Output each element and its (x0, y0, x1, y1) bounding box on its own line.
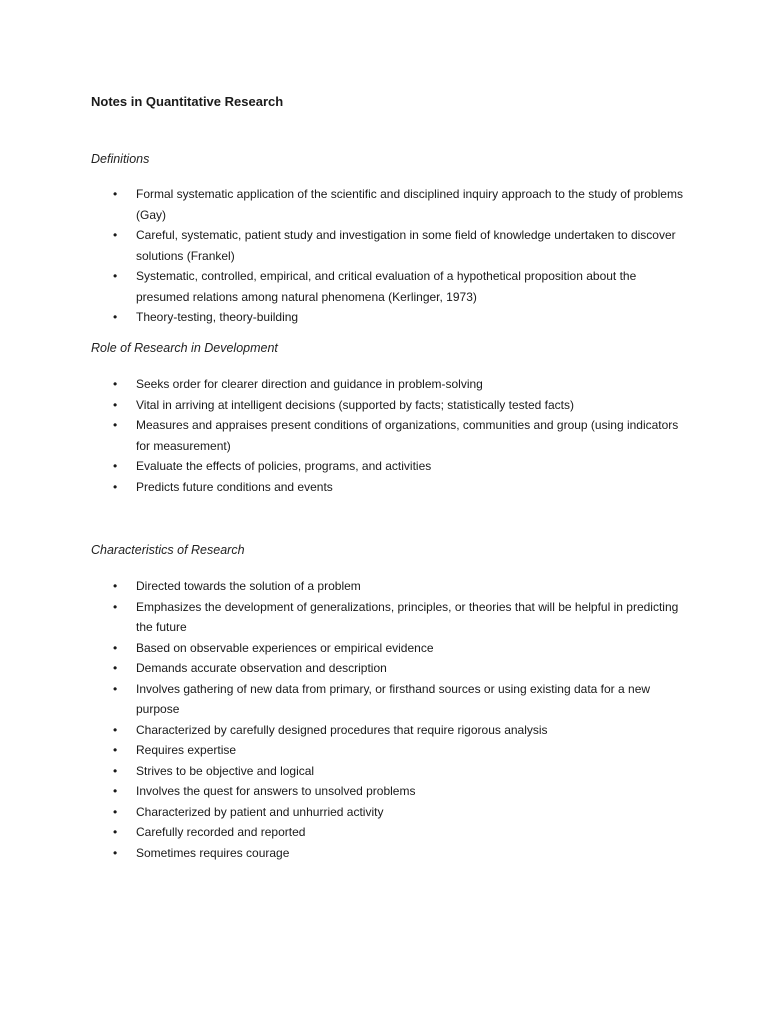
bullet-icon: • (113, 825, 118, 839)
list-item-text: Formal systematic application of the scientific and disciplined inquiry approach to the study of problems (Gay) (136, 187, 683, 222)
bullet-list-characteristics (113, 576, 683, 863)
list-item (113, 638, 683, 659)
list-item (113, 802, 683, 823)
bullet-icon: • (113, 479, 118, 494)
list-item-text: Directed towards the solution of a problem (136, 579, 361, 593)
list-item (113, 597, 683, 638)
list-item-text: Measures and appraises present conditions of organizations, communities and group (using indicators for measurement) (136, 418, 679, 453)
list-item-text: Demands accurate observation and description (136, 661, 387, 675)
bullet-icon: • (113, 459, 118, 473)
list-item (113, 679, 683, 720)
list-item-text: Involves gathering of new data from primary, or firsthand sources or using existing data for a new purpose (136, 681, 651, 716)
list-item-text: Carefully recorded and reported (136, 825, 306, 839)
list-item (113, 225, 683, 266)
list-item (113, 477, 683, 498)
bullet-icon: • (113, 377, 118, 391)
list-item (113, 843, 683, 864)
list-item-text: Predicts future conditions and events (136, 479, 333, 494)
bullet-icon: • (113, 187, 118, 201)
bullet-icon: • (113, 269, 118, 283)
bullet-icon: • (113, 845, 118, 860)
bullet-icon: • (113, 722, 118, 737)
list-item-text: Involves the quest for answers to unsolved problems (136, 784, 416, 798)
bullet-icon: • (113, 310, 118, 324)
list-item (113, 822, 683, 843)
list-item-text: Systematic, controlled, empirical, and critical evaluation of a hypothetical proposition about the presumed relations among natural phenomena (Kerlinger, 1973) (136, 269, 637, 304)
bullet-icon: • (113, 763, 118, 778)
list-item-text: Evaluate the effects of policies, programs, and activities (136, 459, 432, 473)
list-item-text: Vital in arriving at intelligent decisions (supported by facts; statistically tested facts) (136, 397, 574, 412)
section-heading-definitions: Definitions (91, 152, 150, 166)
bullet-icon: • (113, 804, 118, 819)
bullet-icon: • (113, 397, 118, 412)
list-item (113, 184, 683, 225)
list-item-text: Emphasizes the development of generalizations, principles, or theories that will be helpful in predicting the future (136, 599, 679, 634)
list-item (113, 740, 683, 761)
list-item-text: Seeks order for clearer direction and guidance in problem-solving (136, 377, 483, 391)
bullet-icon: • (113, 661, 118, 675)
list-item-text: Characterized by carefully designed procedures that require rigorous analysis (136, 722, 548, 737)
bullet-icon: • (113, 640, 118, 655)
bullet-list-definitions (113, 184, 683, 328)
list-item (113, 415, 683, 456)
list-item (113, 395, 683, 416)
section-heading-characteristics: Characteristics of Research (91, 543, 245, 557)
bullet-icon: • (113, 418, 118, 432)
list-item-text: Strives to be objective and logical (136, 763, 315, 778)
bullet-icon: • (113, 784, 118, 798)
list-item-text: Sometimes requires courage (136, 845, 290, 860)
list-item-text: Careful, systematic, patient study and investigation in some field of knowledge undertaken to discover solutions (Frankel) (136, 228, 676, 263)
bullet-icon: • (113, 599, 118, 614)
list-item (113, 720, 683, 741)
list-item (113, 658, 683, 679)
list-item (113, 456, 683, 477)
list-item (113, 266, 683, 307)
list-item (113, 761, 683, 782)
bullet-icon: • (113, 228, 118, 242)
list-item (113, 307, 683, 328)
list-item (113, 781, 683, 802)
list-item (113, 374, 683, 395)
section-heading-role: Role of Research in Development (91, 341, 278, 355)
list-item-text: Based on observable experiences or empirical evidence (136, 640, 434, 655)
list-item (113, 576, 683, 597)
list-item-text: Requires expertise (136, 743, 237, 757)
list-item-text: Theory-testing, theory-building (136, 310, 299, 324)
list-item-text: Characterized by patient and unhurried activity (136, 804, 384, 819)
bullet-icon: • (113, 681, 118, 696)
bullet-icon: • (113, 579, 118, 593)
bullet-list-role (113, 374, 683, 497)
document-title: Notes in Quantitative Research (91, 94, 284, 109)
bullet-icon: • (113, 743, 118, 757)
